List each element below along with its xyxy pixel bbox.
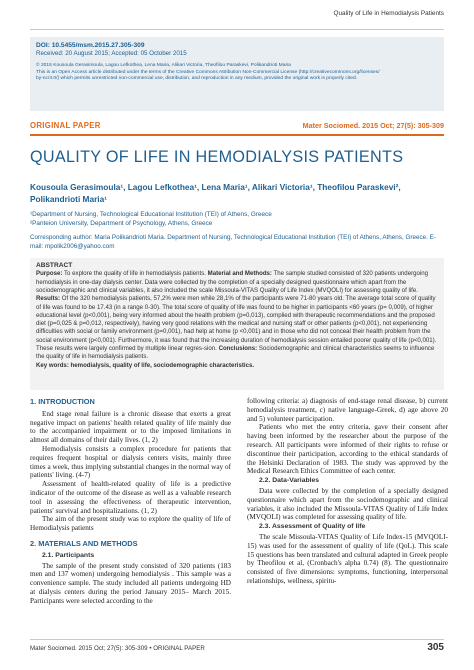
- footer-citation: Mater Sociomed. 2015 Oct; 27(5): 305-309 • ORIGINAL PAPER: [30, 645, 205, 652]
- intro-paragraph-2: Hemodialysis consists a complex procedure for patients that requires frequent hospital or dialysis centers visits, mainly three times a week, thus implying substantial changes in the normal way of patients' living. (4-7): [30, 444, 231, 480]
- article-type-label: ORIGINAL PAPER: [30, 121, 101, 130]
- page-number: 305: [427, 642, 444, 653]
- section-divider: [30, 134, 444, 136]
- participants-heading: 2.1. Participants: [42, 551, 95, 559]
- intro-paragraph-1: End stage renal failure is a chronic disease that exerts a great negative impact on patients' health related quality of life mainly due to the accompanied impairment or to the imposed limitations in almost all domains of their daily lives. (1, 2): [30, 409, 231, 445]
- running-head: Quality of Life in Hemodialysis Patients: [333, 10, 444, 17]
- methods-heading: 2. MATERIALS AND METHODS: [30, 538, 138, 548]
- intro-paragraph-3: Assessment of health-related quality of life is a predictive indicator of the outcome of the disease as well as a valuable research tool in assessing the effectiveness of therapeutic intervention, patients' survival and hospitalizations. (1, 2): [30, 480, 231, 515]
- top-divider: [30, 29, 444, 30]
- received-accepted-dates: Received: 20 August 2015; Accepted: 05 October 2015: [36, 50, 187, 57]
- keywords: Key words: hemodialysis, quality of life, sociodemographic characteristics.: [36, 361, 255, 369]
- conclusions-text: Sociodemographic and clinical characteristics seems to influence the quality of life in hemodialysis patients.: [36, 345, 435, 361]
- journal-citation: Mater Sociomed. 2015 Oct; 27(5): 305-309: [302, 121, 444, 130]
- participants-paragraph: The sample of the present study consisted of 320 patients (183 men and 137 women) undergoing hemodialysis . This sample was a convenience sample. The study included all patients undergoing HD at dialysis centers during the period January 2015– March 2015. Participants were selected according to the: [30, 561, 231, 605]
- doi[interactable]: DOI: 10.5455/msm.2015.27.305-309: [36, 42, 145, 49]
- copyright-notice: © 2015 Kousoula Gerasimoula, Lagou Lefkothea, Lena Maria, Alikari Victoria, Theofilou Paraskevi, Polikandrioti Maria: [36, 63, 291, 68]
- methods-text: The sample studied consisted of 320 patients undergoing hemodialysis in one-day dialysis center. Data were collected by the completion of a specially designed questionnaire which apart from the sociodemographic and clinical variables, it also included the scale Missoula-VITAS Quality of Life Index (MVQOLI) for assessing quality of life.: [36, 270, 429, 294]
- data-variables-heading: 2.2. Data-Variables: [259, 477, 320, 485]
- methods-label: Material and Methods:: [207, 270, 272, 278]
- affiliation-2: ²Panteion University, Department of Psychology, Athens, Greece: [30, 220, 213, 227]
- abstract-heading: ABSTRACT: [36, 262, 73, 269]
- abstract-text: [36, 270, 438, 361]
- results-label: Results:: [36, 295, 61, 303]
- correspondence: Corresponding author: Maria Polikandrioti Maria. Department of Nursing, Technological Educational Institution (TEI) of Athens, Athens, Greece. E-mail: mpolik2006@yahoo.com: [30, 234, 436, 250]
- results-text: Of the 320 hemodialysis patients, 57,2% were men while 28,1% of the participants were 71-80 years old. The average total score of quality of life was found to be 17.43 (in a range 0-30). The total score of quality of life was found to be higher in participants <60 years (p= 0,009), of higher educational level (p<0,001), being very informed about the health problem (p=0,013), complied with therapeutic recommendations and the proposed diet (p=0,025 & p=0,012, respectively), having very good relations with the medical and nursing staff or other patients (p<0,001), not experiencing difficulties with social or family environment (p=0,001), had help at home (p <0,001) and in those who did not conceal their health problem from the social environment (p<0,001). Furthermore, it was found that the increasing duration of hemodialysis session entailed poorer quality of life (p<0,001). These results were largely confirmed by multiple linear regres-sion.: [36, 295, 437, 353]
- author-list: Kousoula Gerasimoula¹, Lagou Lefkothea¹, Lena Maria¹, Alikari Victoria¹, Theofilou Paraskevi², Polikandrioti Maria¹: [30, 182, 401, 204]
- purpose-label: Purpose:: [36, 270, 63, 278]
- consent-paragraph: Patients who met the entry criteria, gave their consent after having been informed by the researcher about the purpose of the research. All participants were informed of their rights to refuse or discontinue their participation, according to the ethical standards of the Helsinki Declaration of 1983. The study was approved by the Medical Research Ethics Committee of each center.: [247, 423, 448, 476]
- affiliation-1: ¹Department of Nursing, Technological Educational Institution (TEI) of Athens, Greece: [30, 211, 272, 218]
- footer-divider: [30, 639, 444, 640]
- body-column-left: [30, 397, 231, 606]
- license-line-1: This is an Open Access article distributed under the terms of the Creative Commons Attribution Non-Commercial License (http://creativecommons.org/licenses/: [36, 69, 380, 75]
- paper-title: QUALITY OF LIFE IN HEMODIALYSIS PATIENTS: [30, 148, 404, 166]
- assessment-paragraph: The scale Missoula-VITAS Quality of Life Index-15 (MVQOLI-15) was used for the assessment of quality of life (QoL). This scale 15 questions has been translated and cultural adapted in Greek people by Theofilou et al, (Cronbach's alpha 0.74) (8). The questionnaire consisted of five dimensions: symptoms, functioning, interpersonal relationships, wellness, spiritu-: [247, 532, 448, 585]
- assessment-heading: 2.3. Assessment of Quality of life: [259, 523, 366, 531]
- section-header-row: [30, 121, 444, 133]
- data-variables-paragraph: Data were collected by the completion of a specially designed questionnaire which apart from the sociodemographic and clinical variables, it also included the Missoula-VITAS Quality of Life Index (MVQOLI) was completed for assessing quality of life.: [247, 486, 448, 522]
- purpose-text: To explore the quality of life in hemodialysis patients.: [62, 270, 208, 278]
- intro-paragraph-4: The aim of the present study was to explore the quality of life of Hemodialysis patients: [30, 515, 231, 533]
- license-line-2: by-nc/4.0/) which permits unrestricted non-commercial use, distribution, and reproduction in any medium, provided the original work is properly cited.: [36, 76, 358, 81]
- criteria-paragraph: following criteria: a) diagnosis of end-stage renal disease, b) current hemodialysis treatment, c) native language-Greek, d) age above 20 and 5) volunteer participation.: [247, 397, 448, 423]
- article-meta-box: [30, 37, 444, 111]
- conclusions-label: Conclusions:: [218, 345, 258, 353]
- introduction-heading: 1. INTRODUCTION: [30, 397, 95, 406]
- abstract-box: [30, 258, 444, 390]
- body-column-right: [247, 397, 448, 586]
